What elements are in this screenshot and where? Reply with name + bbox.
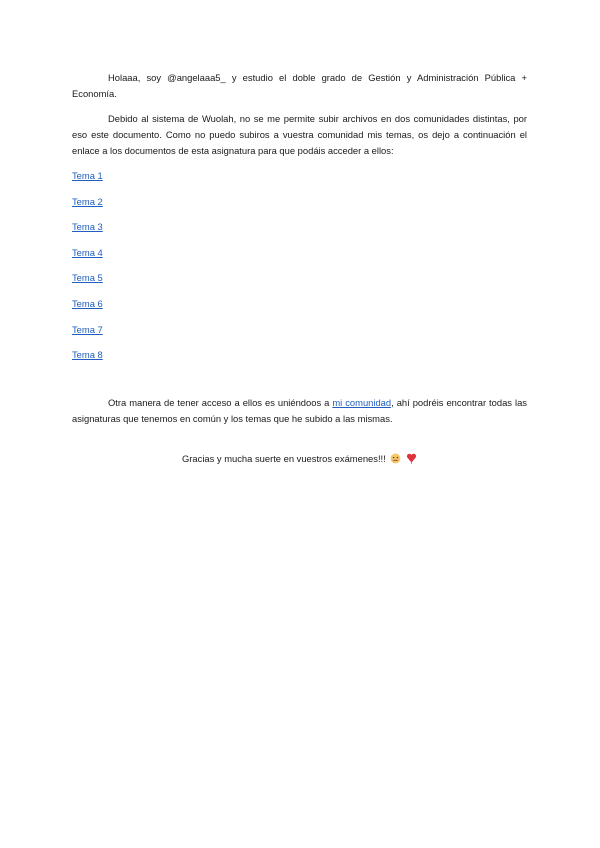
link-tema-4[interactable]: Tema 4 <box>72 246 103 258</box>
intro-paragraph: Holaaa, soy @angelaaa5_ y estudio el doble grado de Gestión y Administración Pública + Economía. <box>72 72 527 99</box>
alternative-paragraph <box>72 395 527 427</box>
link-tema-7[interactable]: Tema 7 <box>72 323 103 335</box>
link-tema-2[interactable]: Tema 2 <box>72 195 103 207</box>
explanation-paragraph: Debido al sistema de Wuolah, no se me permite subir archivos en dos comunidades distintas, por eso este documento. Como no puedo subiros a vuestra comunidad mis temas, os dejo a continuación el enlace a los documentos de esta asignatura para que podáis acceder a ellos: <box>72 113 527 156</box>
document-body <box>72 70 527 469</box>
closing-line <box>72 451 527 469</box>
alternative-text-after: , ahí podréis encontrar todas las asignaturas que tenemos en común y los temas que he subido a las mismas. <box>72 396 527 424</box>
topic-links <box>72 168 527 373</box>
alternative-text-before: Otra manera de tener acceso a ellos es uniéndoos a <box>108 396 333 408</box>
link-tema-5[interactable]: Tema 5 <box>72 272 103 284</box>
heart-icon <box>406 452 417 469</box>
link-tema-8[interactable]: Tema 8 <box>72 349 103 361</box>
face-holding-back-tears-icon <box>390 453 401 469</box>
link-tema-1[interactable]: Tema 1 <box>72 170 103 181</box>
link-tema-3[interactable]: Tema 3 <box>72 221 103 233</box>
closing-text: Gracias y mucha suerte en vuestros exámenes!!! <box>182 452 386 464</box>
community-link[interactable]: mi comunidad <box>332 396 392 408</box>
link-tema-6[interactable]: Tema 6 <box>72 297 103 309</box>
